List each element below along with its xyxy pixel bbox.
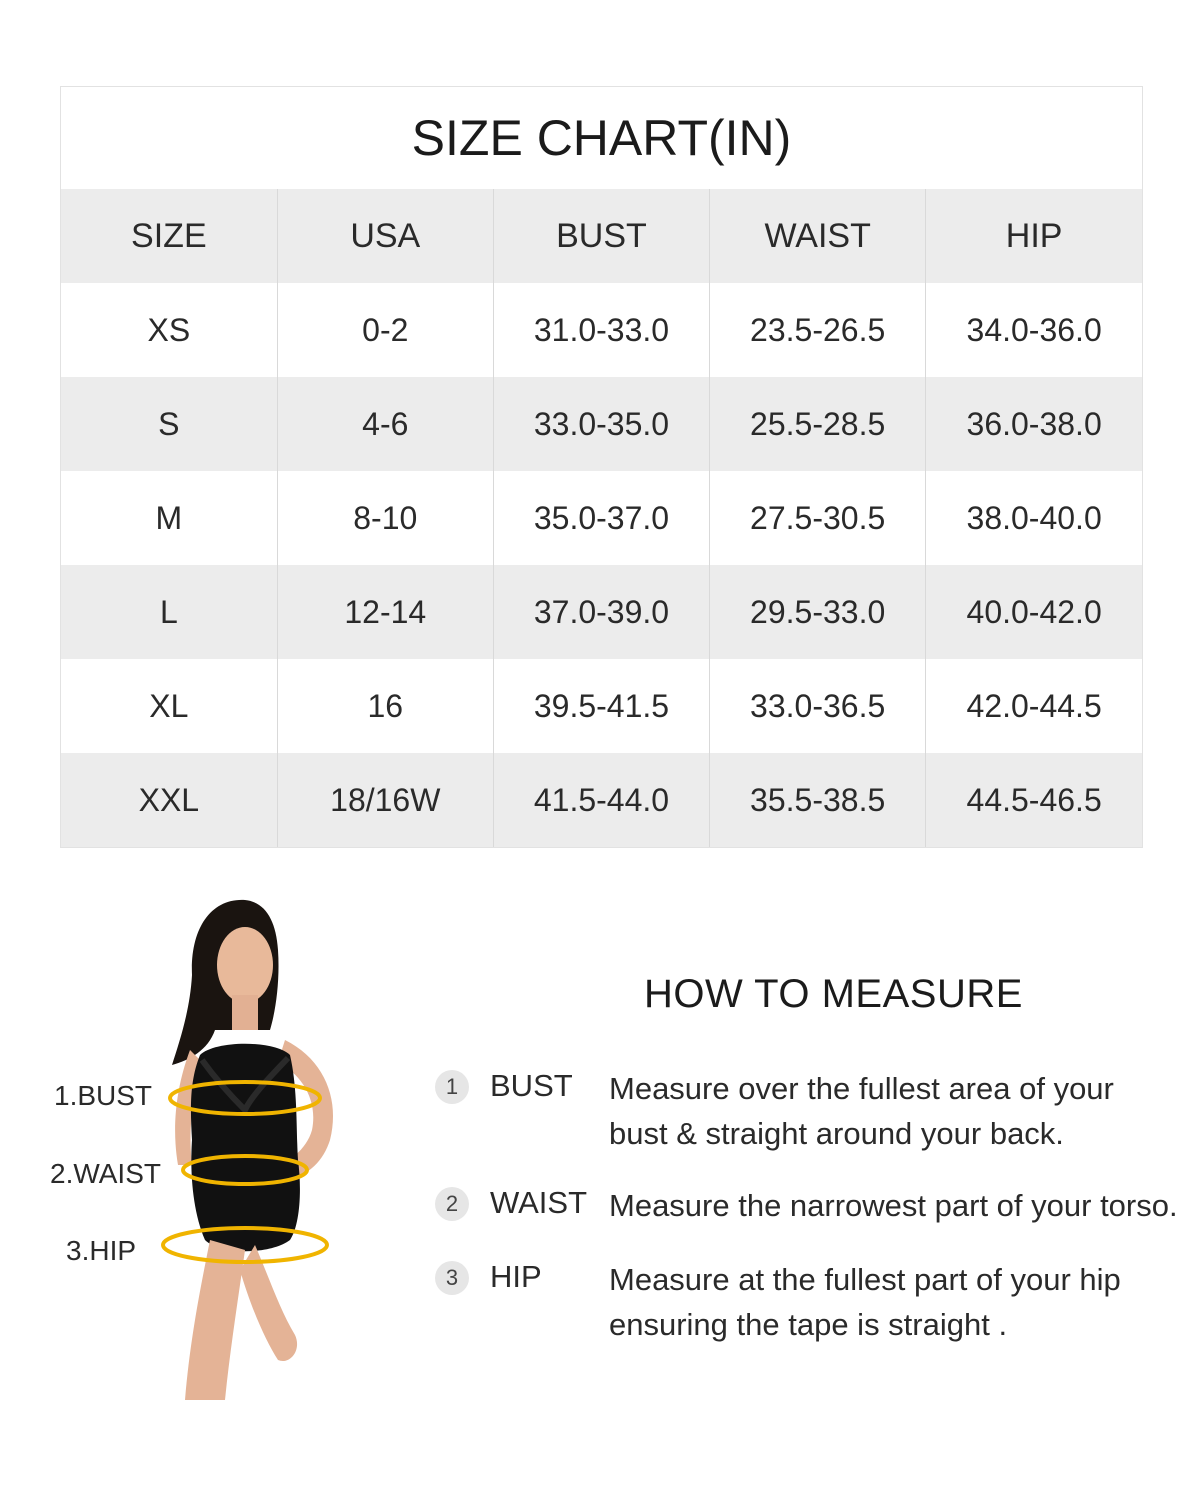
cell-waist: 27.5-30.5 <box>710 471 926 565</box>
cell-size: M <box>155 499 183 536</box>
label-waist: 2.WAIST <box>50 1158 161 1189</box>
table-row <box>61 659 1142 753</box>
cell-usa: 8-10 <box>277 471 493 565</box>
swimsuit-shape <box>191 1044 300 1252</box>
cell-waist: 23.5-26.5 <box>710 283 926 377</box>
cell-usa: 4-6 <box>277 377 493 471</box>
cell-usa: 18/16W <box>277 753 493 847</box>
header-waist: WAIST <box>710 189 926 283</box>
cell-bust: 31.0-33.0 <box>493 283 709 377</box>
model-figure <box>40 890 440 1410</box>
cell-bust: 39.5-41.5 <box>493 659 709 753</box>
cell-waist: 29.5-33.0 <box>710 565 926 659</box>
step-name: WAIST <box>490 1185 588 1220</box>
cell-hip: 44.5-46.5 <box>926 753 1142 847</box>
cell-usa: 16 <box>277 659 493 753</box>
size-chart <box>60 86 1143 848</box>
cell-hip: 40.0-42.0 <box>926 565 1142 659</box>
step-description-line: Measure over the fullest area of your <box>609 1071 1114 1106</box>
header-usa: USA <box>277 189 493 283</box>
cell-hip: 42.0-44.5 <box>926 659 1142 753</box>
step-description-line: Measure at the fullest part of your hip <box>609 1262 1121 1297</box>
cell-waist: 35.5-38.5 <box>710 753 926 847</box>
step-description-line: bust & straight around your back. <box>609 1116 1064 1151</box>
cell-size: XXL <box>61 753 277 847</box>
step-description-line: Measure the narrowest part of your torso. <box>609 1188 1178 1223</box>
cell-size: L <box>61 565 277 659</box>
cell-bust: 35.0-37.0 <box>493 471 709 565</box>
cell-size: XL <box>149 687 189 724</box>
table-row <box>61 471 1142 565</box>
cell-usa: 12-14 <box>277 565 493 659</box>
step-number-badge: 3 <box>435 1261 469 1295</box>
cell-size: S <box>61 377 277 471</box>
cell-hip: 38.0-40.0 <box>926 471 1142 565</box>
cell-size: XS <box>147 311 191 348</box>
step-description-line: ensuring the tape is straight . <box>609 1307 1008 1342</box>
size-table <box>61 189 1142 847</box>
cell-hip: 34.0-36.0 <box>926 283 1142 377</box>
chart-title: SIZE CHART(IN) <box>411 110 792 166</box>
cell-usa: 0-2 <box>277 283 493 377</box>
table-row <box>61 377 1142 471</box>
cell-bust: 33.0-35.0 <box>493 377 709 471</box>
header-bust: BUST <box>493 189 709 283</box>
step-number-badge: 2 <box>435 1187 469 1221</box>
step-name: HIP <box>490 1259 542 1294</box>
cell-bust: 37.0-39.0 <box>493 565 709 659</box>
label-bust: 1.BUST <box>54 1080 153 1111</box>
how-to-measure-title: HOW TO MEASURE <box>644 972 1023 1016</box>
header-size: SIZE <box>61 189 277 283</box>
step-name: BUST <box>490 1068 573 1103</box>
cell-waist: 33.0-36.5 <box>710 659 926 753</box>
table-header-row <box>61 189 1142 283</box>
table-row <box>61 565 1142 659</box>
label-hip: 3.HIP <box>66 1235 137 1266</box>
cell-hip: 36.0-38.0 <box>926 377 1142 471</box>
header-hip: HIP <box>926 189 1142 283</box>
table-row <box>61 283 1142 377</box>
cell-waist: 25.5-28.5 <box>710 377 926 471</box>
cell-bust: 41.5-44.0 <box>493 753 709 847</box>
table-row <box>61 753 1142 847</box>
step-number-badge: 1 <box>435 1070 469 1104</box>
model-silhouette-illustration <box>40 890 440 1410</box>
